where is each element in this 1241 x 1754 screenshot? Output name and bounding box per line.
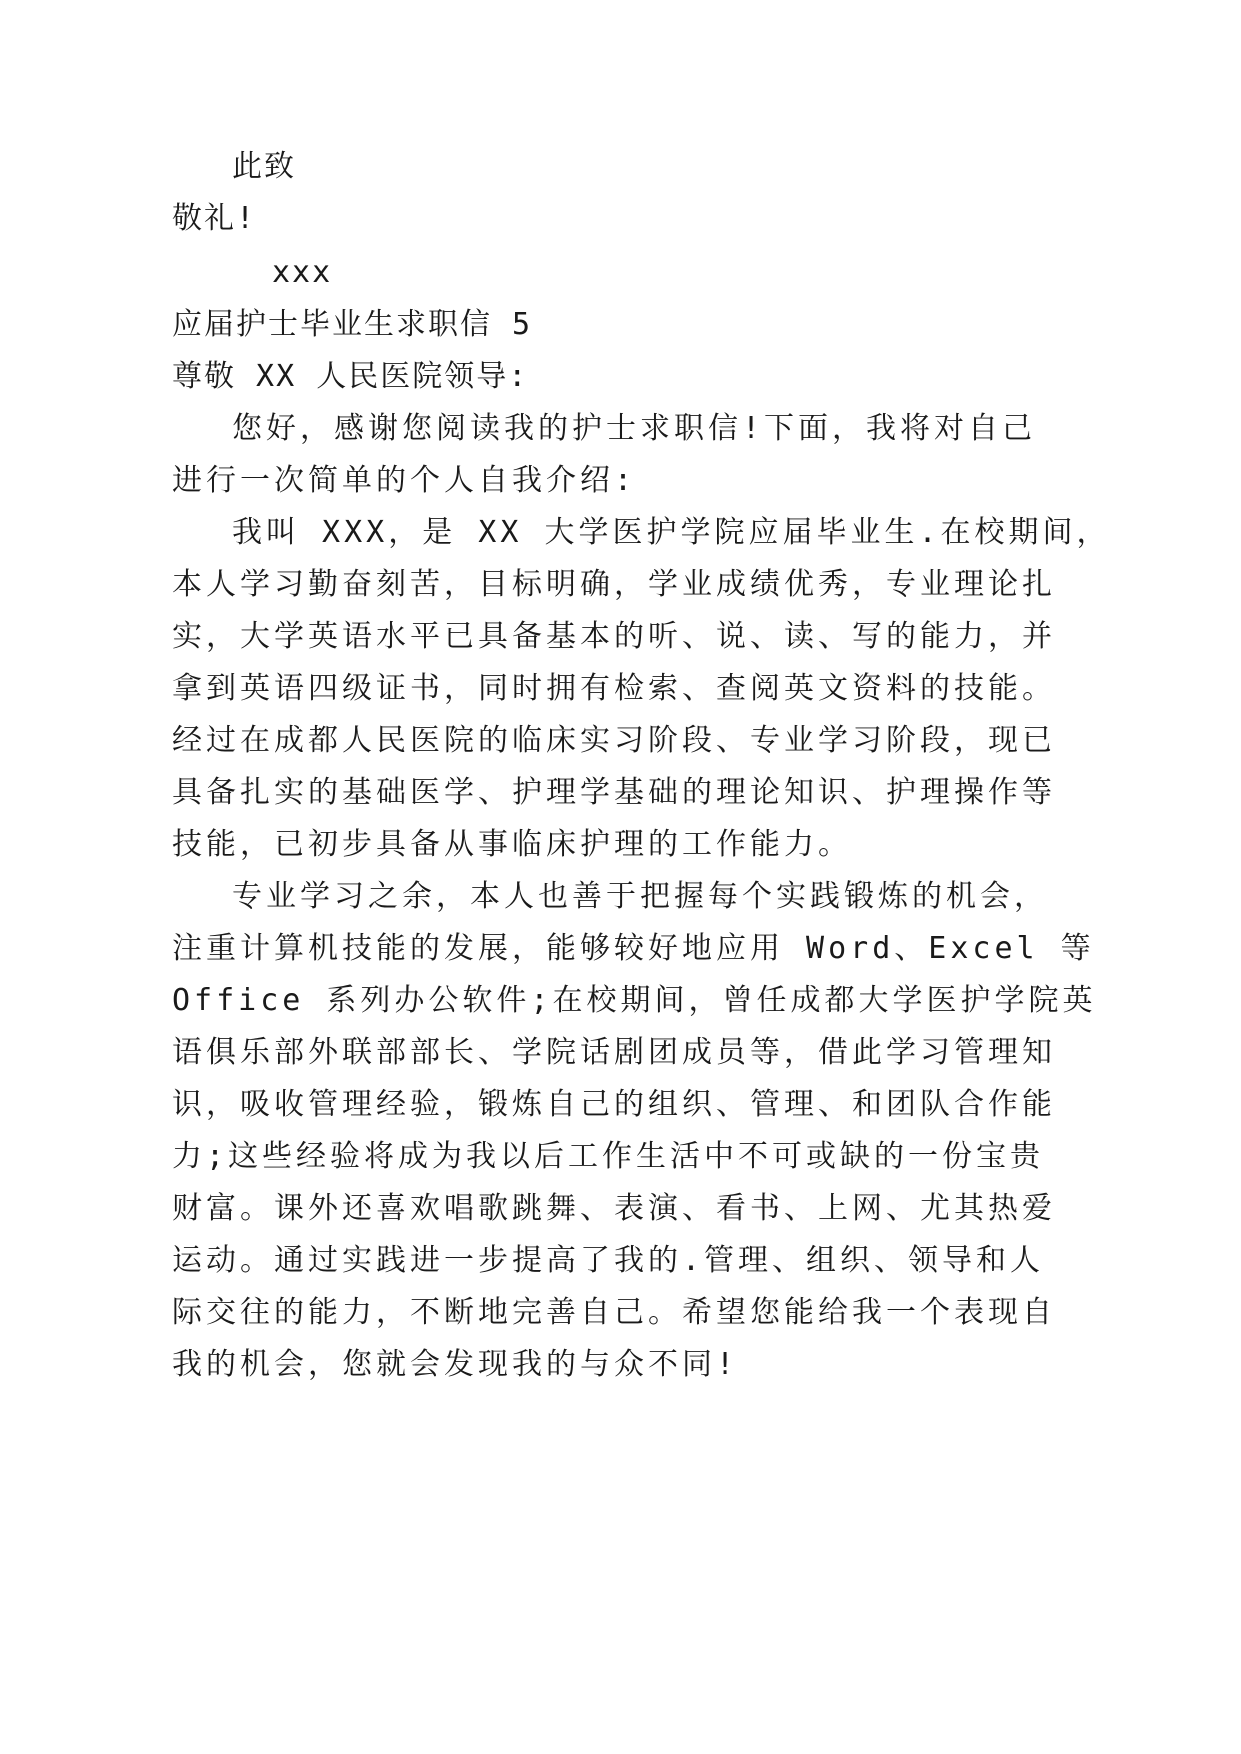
letter-greeting: 尊敬 XX 人民医院领导: bbox=[172, 359, 529, 394]
paragraph-line: 运动。通过实践进一步提高了我的.管理、组织、领导和人 bbox=[172, 1243, 1045, 1278]
paragraph-line: 我叫 XXX，是 XX 大学医护学院应届毕业生.在校期间， bbox=[232, 515, 1111, 550]
paragraph-line: 拿到英语四级证书，同时拥有检索、查阅英文资料的技能。 bbox=[172, 671, 1056, 706]
paragraph-line: 具备扎实的基础医学、护理学基础的理论知识、护理操作等 bbox=[172, 775, 1056, 810]
paragraph-line: 经过在成都人民医院的临床实习阶段、专业学习阶段，现已 bbox=[172, 723, 1056, 758]
paragraph-line: 本人学习勤奋刻苦，目标明确，学业成绩优秀，专业理论扎 bbox=[172, 567, 1056, 602]
paragraph-line: 注重计算机技能的发展，能够较好地应用 Word、Excel 等 bbox=[172, 931, 1095, 966]
paragraph-line: 我的机会，您就会发现我的与众不同! bbox=[172, 1347, 739, 1382]
paragraph-line: 财富。课外还喜欢唱歌跳舞、表演、看书、上网、尤其热爱 bbox=[172, 1191, 1056, 1226]
signature: xxx bbox=[272, 255, 333, 290]
paragraph-line: 识，吸收管理经验，锻炼自己的组织、管理、和团队合作能 bbox=[172, 1087, 1056, 1122]
paragraph-line: 技能，已初步具备从事临床护理的工作能力。 bbox=[172, 827, 852, 862]
paragraph-line: 力;这些经验将成为我以后工作生活中不可或缺的一份宝贵 bbox=[172, 1139, 1045, 1174]
paragraph-line: 您好，感谢您阅读我的护士求职信!下面，我将对自己 bbox=[232, 411, 1037, 446]
letter-title: 应届护士毕业生求职信 5 bbox=[172, 307, 533, 342]
paragraph-line: 实，大学英语水平已具备基本的听、说、读、写的能力，并 bbox=[172, 619, 1056, 654]
closing-salutation: 此致 bbox=[232, 149, 296, 184]
closing-respects: 敬礼! bbox=[172, 201, 257, 236]
paragraph-line: 际交往的能力，不断地完善自己。希望您能给我一个表现自 bbox=[172, 1295, 1056, 1330]
paragraph-line: 语俱乐部外联部部长、学院话剧团成员等，借此学习管理知 bbox=[172, 1035, 1056, 1070]
paragraph-line: 专业学习之余，本人也善于把握每个实践锻炼的机会， bbox=[232, 879, 1048, 914]
paragraph-line: Office 系列办公软件;在校期间，曾任成都大学医护学院英 bbox=[172, 983, 1097, 1018]
paragraph-line: 进行一次简单的个人自我介绍: bbox=[172, 463, 637, 498]
